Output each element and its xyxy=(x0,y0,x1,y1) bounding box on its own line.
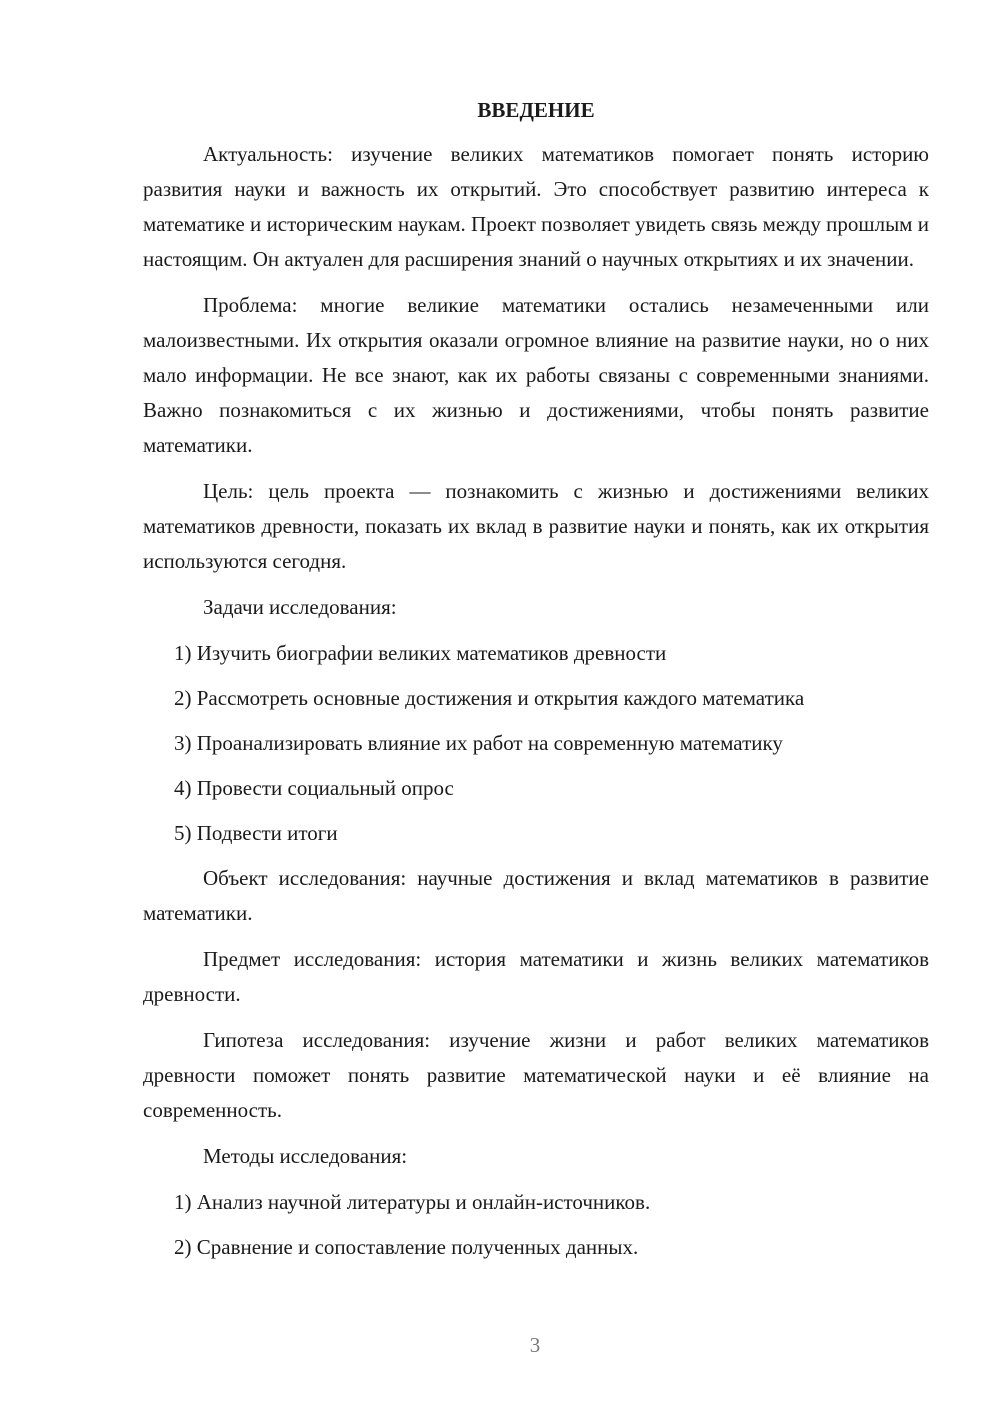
subject-paragraph: Предмет исследования: история математики и жизнь великих математиков древности. xyxy=(143,947,929,1006)
page-content xyxy=(143,95,929,1275)
relevance-paragraph: Актуальность: изучение великих математиков помогает понять историю развития науки и важность их открытий. Это способствует развитию интереса к математике и историческим наукам. Проект позволяет увидеть связь между прошлым и настоящим. Он актуален для расширения знаний о научных открытиях и их значении. xyxy=(143,142,929,271)
section-title: ВВЕДЕНИЕ xyxy=(477,98,595,122)
task-item-5: 5) Подвести итоги xyxy=(174,821,338,845)
problem-paragraph: Проблема: многие великие математики остались незамеченными или малоизвестными. Их открытия оказали огромное влияние на развитие науки, но о них мало информации. Не все знают, как их работы связаны с современными знаниями. Важно познакомиться с их жизнью и достижениями, чтобы понять развитие математики. xyxy=(143,293,929,457)
methods-heading: Методы исследования: xyxy=(203,1144,408,1168)
hypothesis-paragraph: Гипотеза исследования: изучение жизни и работ великих математиков древности поможет понять развитие математической науки и её влияние на современность. xyxy=(143,1028,929,1122)
object-paragraph: Объект исследования: научные достижения и вклад математиков в развитие математики. xyxy=(143,866,929,925)
task-item-2: 2) Рассмотреть основные достижения и открытия каждого математика xyxy=(174,686,805,710)
method-item-1: 1) Анализ научной литературы и онлайн-источников. xyxy=(174,1190,651,1214)
tasks-heading: Задачи исследования: xyxy=(203,595,397,619)
method-item-2: 2) Сравнение и сопоставление полученных данных. xyxy=(174,1235,639,1259)
task-item-3: 3) Проанализировать влияние их работ на современную математику xyxy=(174,731,783,755)
task-item-1: 1) Изучить биографии великих математиков древности xyxy=(174,641,667,665)
page-number: 3 xyxy=(529,1333,541,1357)
task-item-4: 4) Провести социальный опрос xyxy=(174,776,454,800)
goal-paragraph: Цель: цель проекта — познакомить с жизнью и достижениями великих математиков древности, показать их вклад в развитие науки и понять, как их открытия используются сегодня. xyxy=(143,479,929,573)
